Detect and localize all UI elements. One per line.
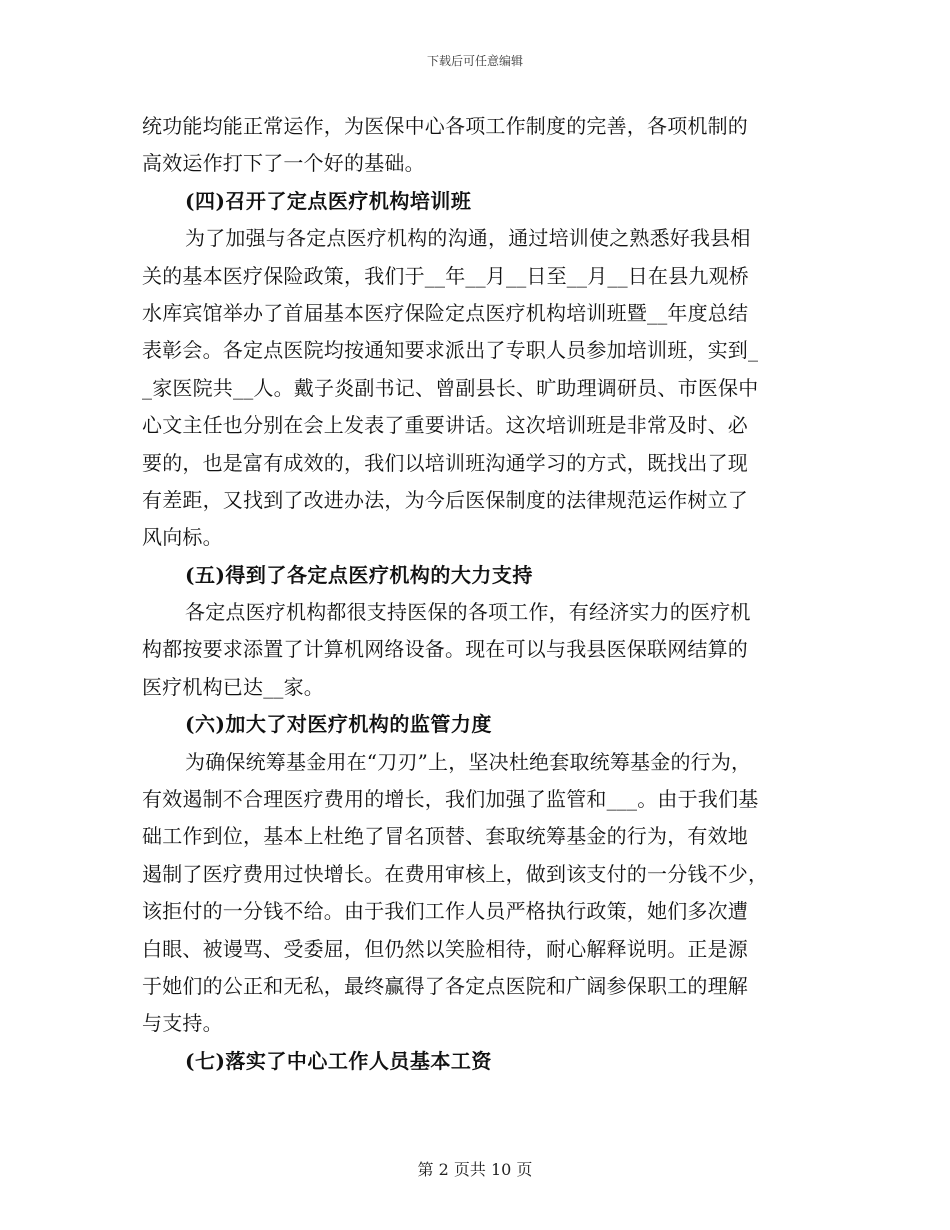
text-line: 风向标。 (142, 525, 223, 550)
text-line: 医疗机构已达__家。 (142, 674, 324, 699)
section-heading: (四)召开了定点医疗机构培训班 (185, 188, 472, 213)
text-line: _家医院共__人。戴子炎副书记、曾副县长、旷助理调研员、市医保中 (142, 375, 759, 400)
text-line: 有差距，又找到了改进办法，为今后医保制度的法律规范运作树立了 (142, 487, 748, 512)
text-line: 为了加强与各定点医疗机构的沟通，通过培训使之熟悉好我县相 (185, 226, 751, 251)
text-line: 关的基本医疗保险政策，我们于__年__月__日至__月__日在县九观桥 (142, 263, 749, 288)
text-line: 础工作到位，基本上杜绝了冒名顶替、套取统筹基金的行为，有效地 (142, 824, 748, 849)
text-line: 于她们的公正和无私，最终赢得了各定点医院和广阔参保职工的理解 (142, 973, 748, 998)
text-line: 表彰会。各定点医院均按通知要求派出了专职人员参加培训班，实到_ (142, 338, 759, 363)
text-line: 水库宾馆举办了首届基本医疗保险定点医疗机构培训班暨__年度总结 (142, 300, 749, 325)
section-heading: (五)得到了各定点医疗机构的大力支持 (185, 562, 533, 587)
page-header: 下载后可任意编辑 (426, 54, 523, 68)
text-line: 构都按要求添置了计算机网络设备。现在可以与我县医保联网结算的 (142, 637, 748, 662)
text-line: 白眼、被谩骂、受委屈，但仍然以笑脸相待，耐心解释说明。正是源 (142, 936, 748, 961)
text-line: 要的，也是富有成效的，我们以培训班沟通学习的方式，既找出了现 (142, 450, 748, 475)
text-line: 各定点医疗机构都很支持医保的各项工作，有经济实力的医疗机 (185, 600, 751, 625)
document-body (142, 108, 802, 1080)
text-line: 有效遏制不合理医疗费用的增长，我们加强了监管和___。由于我们基 (142, 787, 759, 812)
page-number: 第 2 页共 10 页 (417, 1160, 533, 1179)
text-line: 该拒付的一分钱不给。由于我们工作人员严格执行政策，她们多次遭 (142, 899, 748, 924)
text-line: 为确保统筹基金用在“刀刃”上，坚决杜绝套取统筹基金的行为， (185, 749, 752, 774)
text-line: 高效运作打下了一个好的基础。 (142, 151, 425, 176)
text-line: 心文主任也分别在会上发表了重要讲话。这次培训班是非常及时、必 (142, 413, 748, 438)
text-line: 统功能均能正常运作，为医保中心各项工作制度的完善，各项机制的 (142, 114, 748, 138)
text-line: 遏制了医疗费用过快增长。在费用审核上，做到该支付的一分钱不少， (142, 861, 769, 886)
section-heading: (六)加大了对医疗机构的监管力度 (185, 712, 492, 737)
section-heading: (七)落实了中心工作人员基本工资 (185, 1048, 492, 1073)
text-line: 与支持。 (142, 1011, 223, 1036)
